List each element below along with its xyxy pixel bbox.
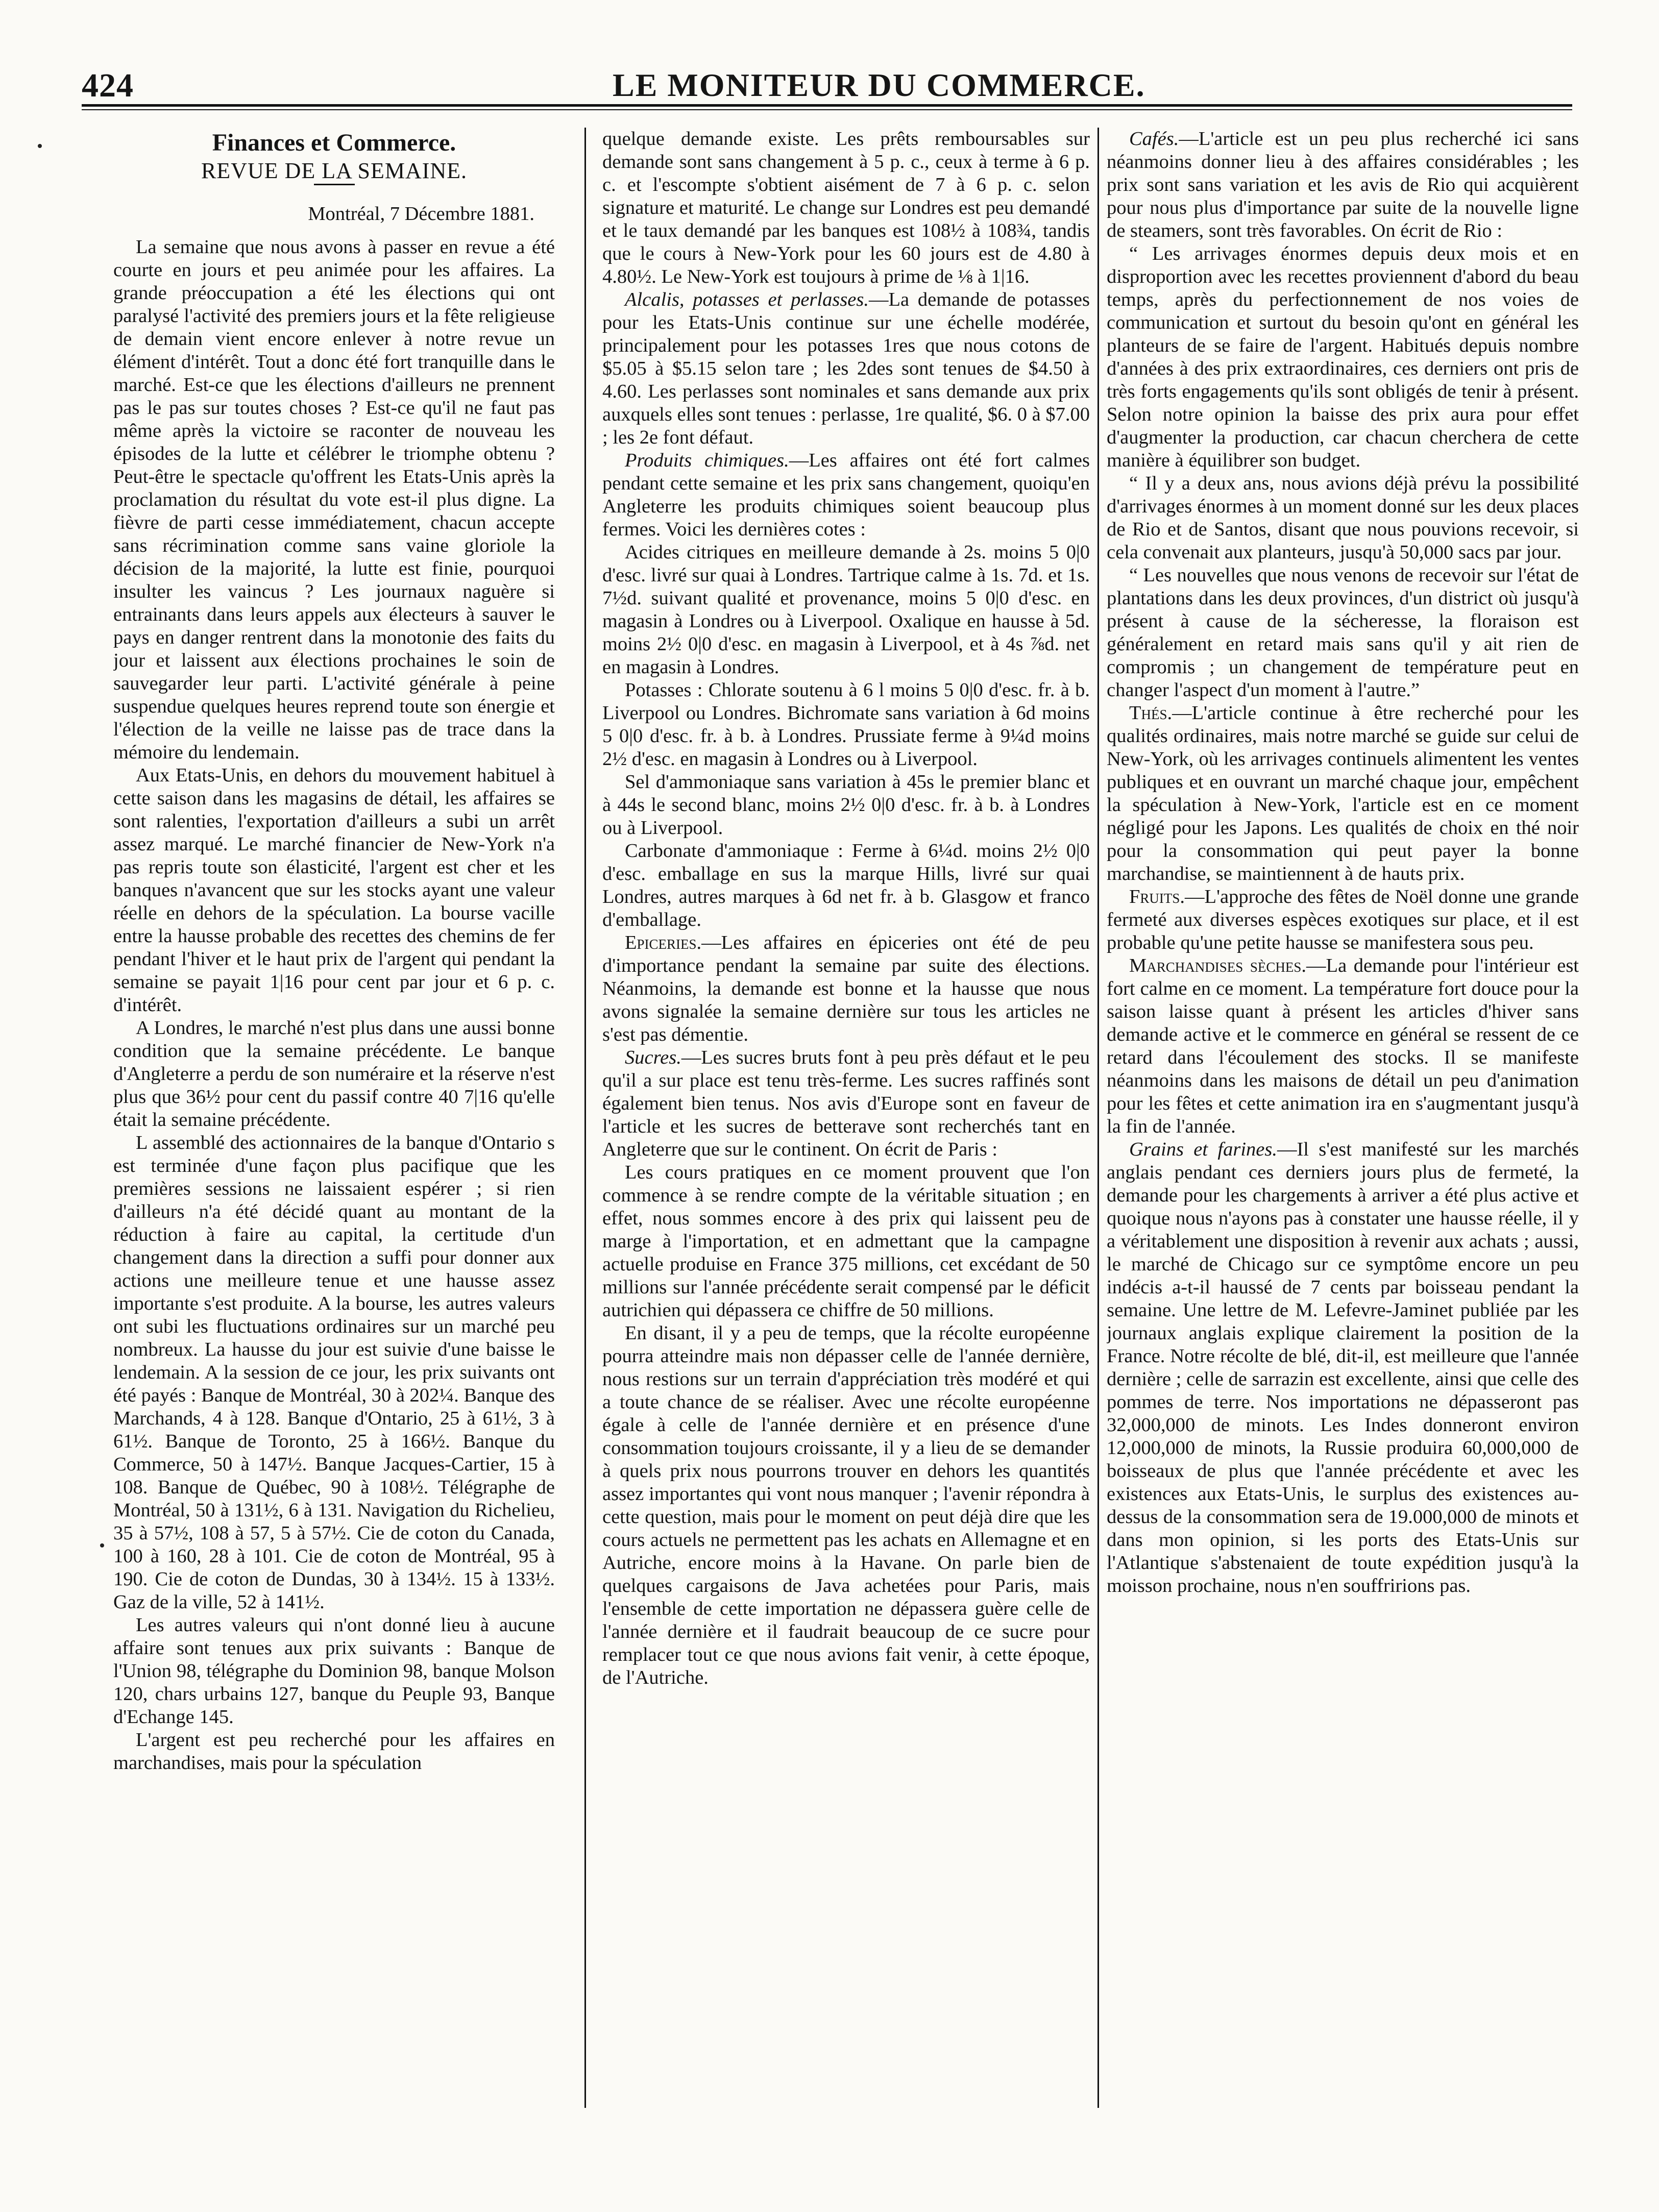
paragraph-text: —L'article continue à être recherché pour les qualités ordinaires, mais notre marché se guide sur celui de New-York, où les arrivages continuels alimentent les ventes publiques et en ouvrant un marché chaque jour, empêchent la spéculation à New-York, l'article est en ce moment négligé pour les Japons. Les qualités de choix en thé noir pour la consommation qui peut payer la bonne marchandise, se maintiennent à de hauts prix. bbox=[1107, 702, 1579, 884]
paragraph-text: —Les sucres bruts font à peu près défaut et le peu qu'il a sur place est tenu très-ferme. Les sucres raffinés sont également bien tenus. Nos avis d'Europe sont en faveur de l'article et les sucres de betterave sont recherchés tant en Angleterre que sur le continent. On écrit de Paris : bbox=[602, 1047, 1090, 1160]
title-rule bbox=[314, 184, 355, 185]
category-label: Alcalis, potasses et perlasses. bbox=[625, 289, 869, 310]
category-label: Grains et farines. bbox=[1129, 1139, 1277, 1160]
paragraph-text: —Il s'est manifesté sur les marchés anglais pendant ces derniers jours plus de fermeté, la demande pour les chargements à arriver a été plus active et quoique nous n'ayons pas à constater une hausse réelle, il y a véritablement une disposition à revenir aux achats ; aussi, le marché de Chicago sur ce symptôme encore un peu indécis a-t-il haussé de 7 cents par boisseau pendant la semaine. Une lettre de M. Lefevre-Jaminet publiée par les journaux anglais explique clairement la position de la France. Notre récolte de blé, dit-il, est meilleure que l'année dernière ; celle de sarrazin est excellente, ainsi que celle des pommes de terre. Nos importations ne dépasseront pas 32,000,000 de minots. Les Indes donneront environ 12,000,000 de minots, la Russie produira 60,000,000 de boisseaux de plus que l'année précédente et avec les existences aux Etats-Unis, le surplus des existences au-dessus de la consommation sera de 19.000,000 de minots et dans mon opinion, si les ports des Etats-Unis sur l'Atlantique s'abstenaient de toute expédition jusqu'à la moisson prochaine, nous n'en souffririons pas. bbox=[1107, 1139, 1579, 1596]
column-divider-1 bbox=[584, 128, 586, 2108]
paragraph: L'argent est peu recherché pour les affaires en marchandises, mais pour la spéculation bbox=[113, 1729, 555, 1774]
section-title: Finances et Commerce. bbox=[212, 129, 456, 156]
paragraph: En disant, il y a peu de temps, que la récolte européenne pourra atteindre mais non dépasser celle de l'année dernière, nous restions sur un terrain d'appréciation très modéré et qui a toute chance de se réaliser. Avec une récolte européenne égale à celle de l'année dernière et en présence d'une consommation toujours croissante, il y a lieu de se demander à quels prix nous pourrons trouver en dehors les quantités assez importantes qui vont nous manquer ; l'avenir répondra à cette question, mais pour le moment on peut déjà dire que les cours actuels ne permettent pas les achats en Allemagne et en Autriche, encore moins à la Havane. On parle bien de quelques cargaisons de Java achetées pour Paris, mais l'ensemble de cette importation ne dépassera guère celle de l'année dernière et il faudrait beaucoup de ce sucre pour remplacer tout ce que nous avions fait venir, à cette époque, de l'Autriche. bbox=[602, 1322, 1090, 1688]
category-label: Thés. bbox=[1129, 702, 1173, 724]
article-column-2 bbox=[602, 128, 1090, 2108]
header-rule-thin bbox=[82, 109, 1572, 110]
paragraph-epiceries bbox=[602, 931, 1090, 1046]
paragraph: Potasses : Chlorate soutenu à 6 l moins 5 0|0 d'esc. fr. à b. Liverpool ou Londres. Bichromate sans variation à 6d moins 5 0|0 d'esc. fr. à b. à Londres. Prussiate ferme à 9¼d moins 2½ d'esc. en magasin à Londres ou à Liverpool. bbox=[602, 679, 1090, 770]
category-label: Epiceries. bbox=[625, 932, 702, 953]
header-rule-thick bbox=[82, 104, 1572, 107]
paragraph-text: —L'article est un peu plus recherché ici sans néanmoins donner lieu à des affaires considérables ; les prix sont sans variation et les avis de Rio qui acquièrent pour nous plus d'importance par suite de la nouvelle ligne de steamers, sont très favorables. On écrit de Rio : bbox=[1107, 128, 1579, 241]
paragraph: Carbonate d'ammoniaque : Ferme à 6¼d. moins 2½ 0|0 d'esc. emballage en sus la marque Hills, livré sur quai Londres, autres marques à 6d net fr. à b. Glasgow et franco d'emballage. bbox=[602, 840, 1090, 930]
margin-mark bbox=[100, 1543, 104, 1547]
category-label: Produits chimiques. bbox=[625, 450, 789, 471]
paragraph: Les autres valeurs qui n'ont donné lieu à aucune affaire sont tenues aux prix suivants : Banque de l'Union 98, télégraphe du Dominion 98, banque Molson 120, chars urbains 127, banque du Peuple 93, Banque d'Echange 145. bbox=[113, 1614, 555, 1728]
paragraph: La semaine que nous avons à passer en revue a été courte en jours et peu animée pour les affaires. La grande préoccupation a été les élections qui ont paralysé l'activité des premiers jours et la fête religieuse de demain vient encore enlever à notre revue un élément d'intérêt. Tout a donc été fort tranquille dans le marché. Est-ce que les élections d'ailleurs ne prennent pas le pas sur toutes choses ? Est-ce qu'il ne faut pas même après la victoire se raconter de nouveau les épisodes de la lutte et célébrer le triomphe obtenu ? Peut-être le spectacle qu'offrent les Etats-Unis après la proclamation du résultat du vote est-il plus digne. La fièvre de parti cesse immédiatement, chacun accepte sans récrimination comme sans vaine gloriole la décision de la majorité, la lutte est finie, pourquoi insulter les vaincus ? Les journaux naguère si entrainants dans leurs appels aux électeurs à sauver le pays en danger rentrent dans la monotonie des faits du jour et laissent aux élections prochaines le soin de sauvegarder leur parti. L'activité générale à peine suspendue quelques heures reprend toute son énergie et l'élection de la veille ne laisse pas de trace dans la mémoire du lendemain. bbox=[113, 236, 555, 763]
dateline: Montréal, 7 Décembre 1881. bbox=[308, 203, 534, 225]
article-column-1 bbox=[113, 128, 555, 2108]
category-label: Fruits. bbox=[1129, 886, 1185, 907]
paragraph: “ Il y a deux ans, nous avions déjà prévu la possibilité d'arrivages énormes à un moment donné sur les deux places de Rio et de Santos, disant que nous pouvions recevoir, si cela convenait aux planteurs, jusqu'à 50,000 sacs par jour. bbox=[1107, 473, 1579, 563]
paragraph-cafes bbox=[1107, 128, 1579, 242]
paragraph: Les cours pratiques en ce moment prouvent que l'on commence à se rendre compte de la véritable situation ; en effet, nous sommes encore à des prix qui laissent peu de marge à l'importation, et en admettant que la campagne actuelle produise en France 375 millions, cet excédant de 50 millions sur l'année précédente serait compensé par le déficit autrichien qui dépassera ce chiffre de 50 millions. bbox=[602, 1162, 1090, 1321]
paragraph: L assemblé des actionnaires de la banque d'Ontario s est terminée d'une façon plus pacifique que les premières sessions ne laissaient espérer ; si rien d'ailleurs n'a été décidé quant au montant de la réduction à faire au capital, la certitude d'un changement dans la direction a suffi pour donner aux actions une meilleure tenue et une hausse assez importante s'est produite. A la bourse, les autres valeurs ont subi les fluctuations ordinaires sur un marché peu nombreux. La hausse du jour est suivie d'une baisse le lendemain. A la session de ce jour, les prix suivants ont été payés : Banque de Montréal, 30 à 202¼. Banque des Marchands, 4 à 128. Banque d'Ontario, 25 à 61½, 3 à 61½. Banque de Toronto, 25 à 166½. Banque du Commerce, 50 à 147½. Banque Jacques-Cartier, 15 à 108. Banque de Québec, 90 à 108½. Télégraphe de Montréal, 50 à 131½, 6 à 131. Navigation du Richelieu, 35 à 57½, 108 à 57, 5 à 57½. Cie de coton du Canada, 100 à 160, 28 à 101. Cie de coton de Montréal, 95 à 190. Cie de coton de Dundas, 30 à 134½. 15 à 133½. Gaz de la ville, 52 à 141½. bbox=[113, 1132, 555, 1613]
paragraph: Sel d'ammoniaque sans variation à 45s le premier blanc et à 44s le second blanc, moins 2½ 0|0 d'esc. fr. à b. à Londres ou à Liverpool. bbox=[602, 771, 1090, 839]
category-label: Cafés. bbox=[1129, 128, 1179, 150]
paragraph-text: —La demande pour l'intérieur est fort calme en ce moment. La température fort douce pour la saison laisse quant à présent les articles d'hiver sans demande active et le commerce en général se ressent de ce retard dans l'écoulement des stocks. Il se manifeste néanmoins dans les maisons de détail un peu d'animation pour les fêtes et cette animation ira en s'augmentant jusqu'à la fin de l'année. bbox=[1107, 955, 1579, 1137]
category-label: Sucres. bbox=[625, 1047, 681, 1068]
paragraph-fruits bbox=[1107, 886, 1579, 954]
margin-mark bbox=[38, 144, 42, 148]
paragraph-grains bbox=[1107, 1138, 1579, 1597]
journal-title: LE MONITEUR DU COMMERCE. bbox=[613, 67, 1145, 103]
paragraph: A Londres, le marché n'est plus dans une aussi bonne condition que la semaine précédente. Le banque d'Angleterre a perdu de son numéraire et la réserve n'est plus que 36½ pour cent du passif contre 40 7|16 qu'elle était la semaine précédente. bbox=[113, 1017, 555, 1130]
paragraph: quelque demande existe. Les prêts remboursables sur demande sont sans changement à 5 p. c., ceux à terme à 6 p. c. et l'escompte s'obtient aisément de 7 à 6 p. c. selon signature et maturité. Le change sur Londres est peu demandé et le taux demandé par les banques est 108½ à 108¾, tandis que le cours à New-York pour les 60 jours est de 4.80 à 4.80½. Le New-York est toujours à prime de ⅛ à 1|16. bbox=[602, 128, 1090, 287]
page-number: 424 bbox=[82, 67, 134, 104]
paragraph-chimiques bbox=[602, 449, 1090, 541]
page-header bbox=[82, 62, 1567, 108]
paragraph-text: —Les affaires ont été fort calmes pendant cette semaine et les prix sans changement, quoiqu'en Angleterre les produits chimiques soient beaucoup plus fermes. Voici les dernières cotes : bbox=[602, 450, 1090, 540]
paragraph: “ Les arrivages énormes depuis deux mois et en disproportion avec les recettes proviennent d'abord du beau temps, après du perfectionnement de nos voies de communication et surtout du besoin qu'ont en général les planteurs de se faire de l'argent. Habitués depuis nombre d'années à des prix extraordinaires, ces derniers ont pris de très forts engagements qu'ils sont obligés de tenir à présent. Selon notre opinion la baisse des prix aura pour effet d'augmenter la production, car chacun cherchera de cette manière à équilibrer son budget. bbox=[1107, 243, 1579, 471]
paragraph-marchandises bbox=[1107, 954, 1579, 1138]
column-divider-2 bbox=[1097, 128, 1099, 2108]
paragraph-text: —Les affaires en épiceries ont été de peu d'importance pendant la semaine par suite des élections. Néanmoins, la demande est bonne et la hausse que nous avons signalée la semaine dernière sur tous les articles ne s'est pas démentie. bbox=[602, 932, 1090, 1045]
paragraph-sucres bbox=[602, 1046, 1090, 1161]
paragraph-text: —La demande de potasses pour les Etats-Unis continue sur une échelle modérée, principalement pour les potasses 1res que nous cotons de $5.05 à $5.15 selon tare ; les 2des sont tenues de $4.50 à 4.60. Les perlasses sont nominales et sans demande aux prix auxquels elles sont tenues : perlasse, 1re qualité, $6. 0 à $7.00 ; les 2e font défaut. bbox=[602, 289, 1090, 448]
article-column-3 bbox=[1107, 128, 1579, 2108]
paragraph-alcalis bbox=[602, 288, 1090, 449]
section-subtitle: REVUE DE LA SEMAINE. bbox=[201, 158, 468, 183]
paragraph-thes bbox=[1107, 702, 1579, 886]
category-label: Marchandises sèches. bbox=[1129, 955, 1307, 976]
paragraph-text: —L'approche des fêtes de Noël donne une grande fermeté aux diverses espèces exotiques sur place, et il est probable qu'une petite hausse se manifestera sous peu. bbox=[1107, 886, 1579, 953]
paragraph: “ Les nouvelles que nous venons de recevoir sur l'état de plantations dans les deux provinces, d'un district où jusqu'à présent à cause de la sécheresse, la floraison est généralement en retard mais sans qu'il y ait rien de compromis ; un changement de température peut en changer l'aspect d'un moment à l'autre.” bbox=[1107, 564, 1579, 701]
paragraph: Acides citriques en meilleure demande à 2s. moins 5 0|0 d'esc. livré sur quai à Londres. Tartrique calme à 1s. 7d. et 1s. 7½d. suivant qualité et provenance, moins 5 0|0 d'esc. en magasin à Londres ou à Liverpool. Oxalique en hausse à 5d. moins 2½ 0|0 d'esc. en magasin à Liverpool, et à 4s ⅞d. net en magasin à Londres. bbox=[602, 542, 1090, 678]
paragraph: Aux Etats-Unis, en dehors du mouvement habituel à cette saison dans les magasins de détail, les affaires se sont ralenties, l'exportation d'ailleurs a subi un arrêt assez marqué. Le marché financier de New-York n'a pas repris toute son élasticité, l'argent est cher et les banques n'avancent que sur les stocks ayant une valeur réelle en dehors de la spéculation. La bourse vacille entre la hausse probable des recettes des chemins de fer pendant l'hiver et le haut prix de l'argent qui pendant la semaine se payait 1|16 pour cent par jour et 6 p. c. d'intérêt. bbox=[113, 765, 555, 1016]
